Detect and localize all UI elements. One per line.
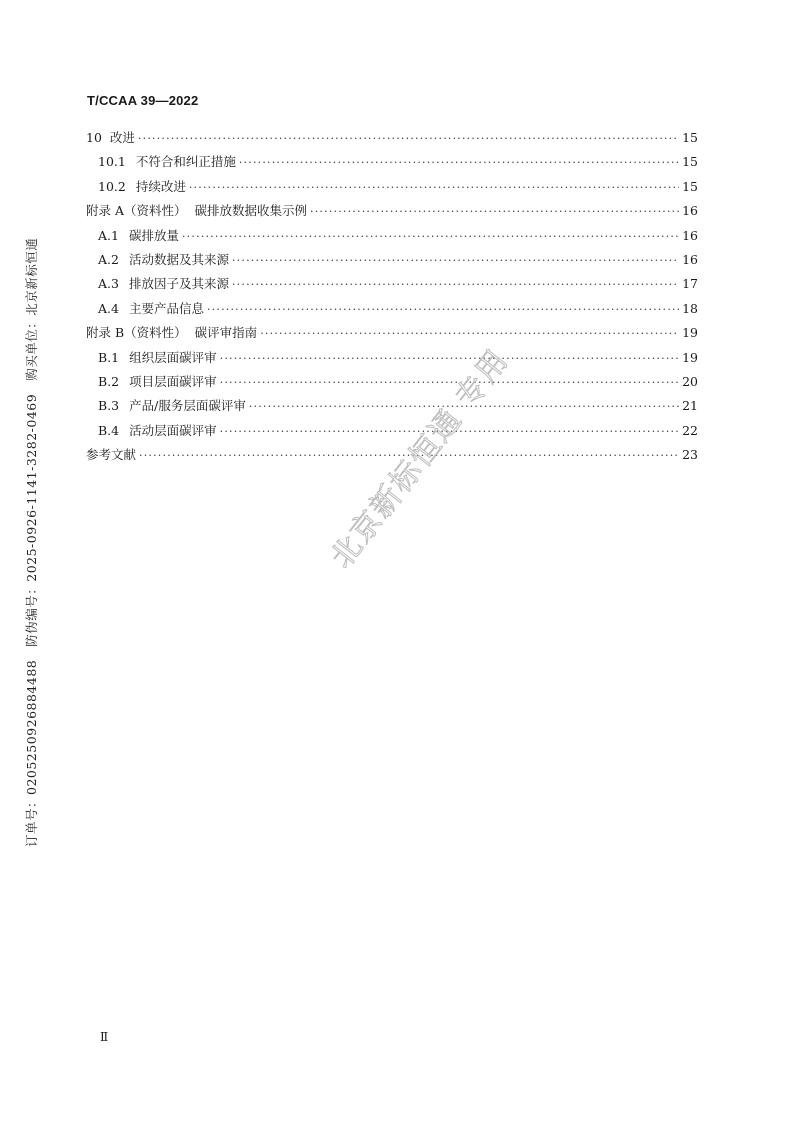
toc-entry-title: 持续改进 (135, 178, 186, 194)
toc-entry-b2[interactable] (86, 372, 698, 396)
toc-entry-10-1[interactable] (86, 152, 698, 176)
toc-entry-page: 23 (682, 447, 698, 463)
toc-entry-title: 改进 (109, 130, 135, 145)
toc-entry-page: 19 (682, 325, 698, 341)
toc-leader-dots (207, 303, 679, 316)
table-of-contents (86, 128, 698, 469)
toc-entry-10[interactable] (86, 128, 698, 152)
toc-entry-title: 碳评审指南 (194, 325, 258, 341)
toc-entry-page: 16 (682, 227, 698, 243)
toc-entry-title: 活动数据及其来源 (128, 251, 229, 267)
toc-entry-page: 19 (682, 349, 698, 365)
toc-entry-page: 20 (682, 373, 698, 389)
toc-entry-page: 17 (682, 276, 698, 292)
toc-entry-number: B.3 (98, 398, 120, 414)
toc-entry-10-2[interactable] (86, 177, 698, 201)
toc-leader-dots (232, 278, 679, 291)
toc-entry-a3[interactable] (86, 274, 698, 298)
toc-entry-page: 15 (682, 130, 698, 145)
toc-entry-number: B.2 (98, 373, 120, 389)
toc-entry-a4[interactable] (86, 299, 698, 323)
order-info-stamp: 订单号：0205250926884488 防伪编号：2025-0926-1141-3282-0469 购买单位：北京新标恒通 (24, 237, 39, 847)
toc-entry-b4[interactable] (86, 421, 698, 445)
toc-entry-page: 18 (682, 300, 698, 316)
toc-entry-number: A.4 (98, 300, 119, 316)
toc-entry-page: 16 (682, 251, 698, 267)
toc-entry-number: B.4 (98, 422, 120, 438)
page-number: Ⅱ (100, 1030, 109, 1044)
toc-entry-title: 碳排放数据收集示例 (194, 203, 308, 219)
toc-leader-dots (260, 327, 679, 340)
toc-entry-title: 排放因子及其来源 (128, 276, 229, 292)
toc-leader-dots (232, 254, 679, 267)
toc-entry-number: 10 (86, 130, 102, 145)
toc-entry-page: 21 (682, 398, 698, 414)
toc-leader-dots (189, 181, 679, 194)
toc-leader-dots (239, 156, 679, 169)
toc-leader-dots (310, 205, 679, 218)
toc-entry-page: 22 (682, 422, 698, 438)
toc-entry-b1[interactable] (86, 348, 698, 372)
toc-leader-dots (220, 352, 679, 365)
toc-entry-a2[interactable] (86, 250, 698, 274)
toc-leader-dots (138, 132, 679, 145)
toc-entry-number: 10.2 (98, 178, 126, 194)
toc-entry-number: A.1 (98, 227, 119, 243)
toc-entry-title: 活动层面碳评审 (129, 422, 217, 438)
toc-entry-title: 主要产品信息 (128, 300, 204, 316)
toc-entry-page: 15 (682, 178, 698, 194)
toc-entry-title: 不符合和纠正措施 (135, 154, 236, 170)
toc-entry-number: 附录 B（资料性） (86, 325, 187, 341)
toc-entry-title: 项目层面碳评审 (129, 373, 217, 389)
toc-entry-title: 产品/服务层面碳评审 (129, 398, 246, 414)
toc-entry-number: 10.1 (98, 154, 126, 170)
toc-entry-b3[interactable] (86, 396, 698, 420)
toc-entry-page: 15 (682, 154, 698, 170)
toc-entry-number: B.1 (98, 349, 120, 365)
toc-leader-dots (182, 230, 679, 243)
standard-code: T/CCAA 39—2022 (87, 93, 199, 108)
toc-entry-number: A.3 (98, 276, 119, 292)
toc-entry-appendix-b[interactable] (86, 323, 698, 347)
toc-entry-title: 碳排放量 (128, 227, 179, 243)
toc-entry-number: 附录 A（资料性） (86, 203, 187, 219)
toc-entry-a1[interactable] (86, 226, 698, 250)
toc-entry-number: A.2 (98, 251, 119, 267)
toc-entry-page: 16 (682, 203, 698, 219)
watermark: 北京新标恒通 专用 (323, 342, 517, 575)
toc-entry-title: 参考文献 (86, 447, 137, 463)
toc-entry-title: 组织层面碳评审 (129, 349, 217, 365)
toc-entry-appendix-a[interactable] (86, 201, 698, 225)
